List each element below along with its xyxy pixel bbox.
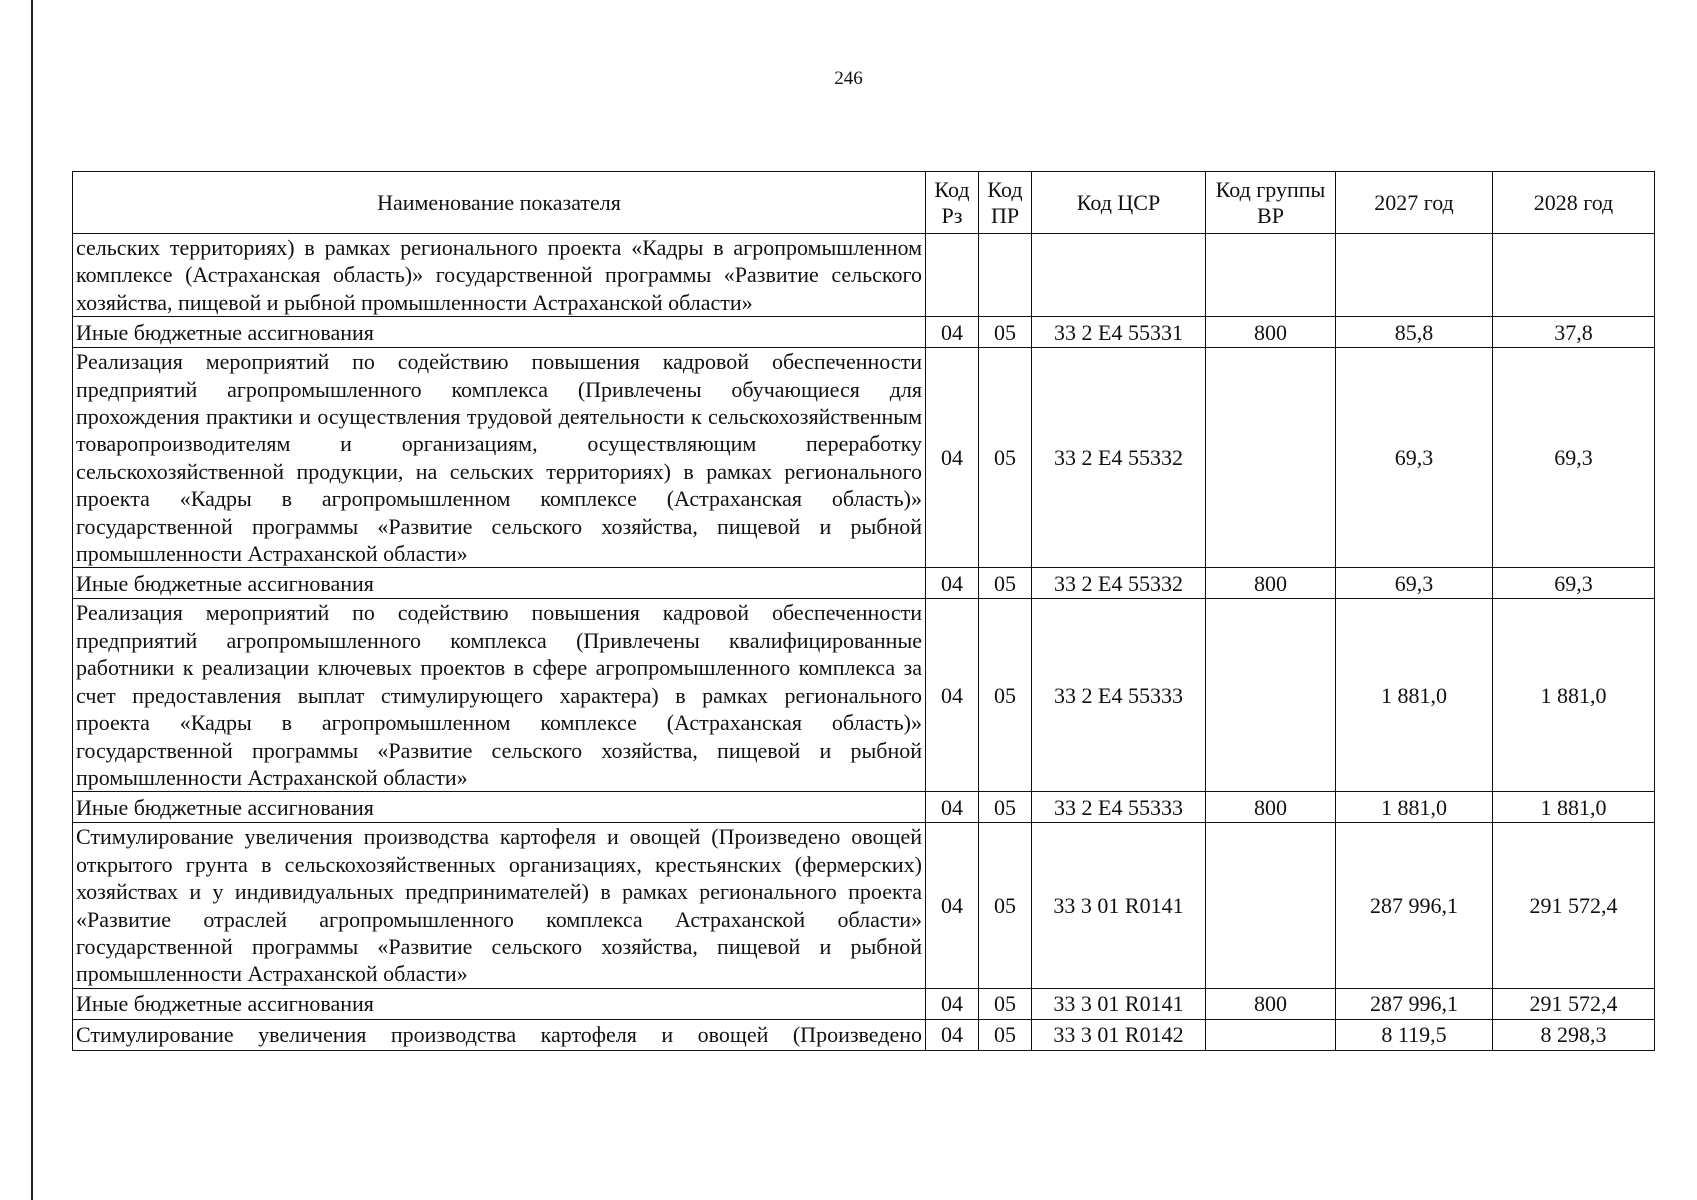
row-2027: 85,8 xyxy=(1336,317,1493,348)
row-2027: 287 996,1 xyxy=(1336,823,1493,988)
row-vr xyxy=(1206,599,1336,792)
table-row xyxy=(73,1019,1655,1050)
row-2027: 8 119,5 xyxy=(1336,1019,1493,1050)
row-csr: 33 2 Е4 55333 xyxy=(1032,792,1206,823)
row-name: Стимулирование увеличения производства картофеля и овощей (Произведено xyxy=(73,1019,926,1050)
header-vr: Код группы ВР xyxy=(1206,172,1336,234)
row-2028: 69,3 xyxy=(1493,568,1655,599)
header-2028: 2028 год xyxy=(1493,172,1655,234)
row-name: Реализация мероприятий по содействию повышения кадровой обеспеченности предприятий агропромышленного комплекса (Привлечены квалифицированные работники к реализации ключевых проектов в сфере агропромышленного комплекса за счет предоставления выплат стимулирующего характера) в рамках регионального проекта «Кадры в агропромышленном комплексе (Астраханская область)» государственной программы «Развитие сельского хозяйства, пищевой и рыбной промышленности Астраханской области» xyxy=(73,599,926,792)
row-2027: 1 881,0 xyxy=(1336,599,1493,792)
row-2028 xyxy=(1493,234,1655,317)
row-name: Иные бюджетные ассигнования xyxy=(73,988,926,1019)
header-2027: 2027 год xyxy=(1336,172,1493,234)
row-vr: 800 xyxy=(1206,792,1336,823)
row-vr xyxy=(1206,1019,1336,1050)
row-vr: 800 xyxy=(1206,317,1336,348)
row-pr: 05 xyxy=(979,792,1032,823)
table-row xyxy=(73,317,1655,348)
table-row xyxy=(73,823,1655,988)
row-2027: 69,3 xyxy=(1336,348,1493,568)
row-2028: 8 298,3 xyxy=(1493,1019,1655,1050)
row-vr xyxy=(1206,234,1336,317)
budget-table xyxy=(72,171,1655,1051)
row-vr: 800 xyxy=(1206,568,1336,599)
row-rz: 04 xyxy=(926,568,979,599)
table-row xyxy=(73,599,1655,792)
table-row xyxy=(73,348,1655,568)
row-name: Стимулирование увеличения производства картофеля и овощей (Произведено овощей открытого грунта в сельскохозяйственных организациях, крестьянских (фермерских) хозяйствах и у индивидуальных предпринимателей) в рамках регионального проекта «Развитие отраслей агропромышленного комплекса Астраханской области» государственной программы «Развитие сельского хозяйства, пищевой и рыбной промышленности Астраханской области» xyxy=(73,823,926,988)
row-2028: 291 572,4 xyxy=(1493,988,1655,1019)
row-rz: 04 xyxy=(926,317,979,348)
row-name: Иные бюджетные ассигнования xyxy=(73,317,926,348)
row-rz: 04 xyxy=(926,348,979,568)
row-pr: 05 xyxy=(979,823,1032,988)
row-rz: 04 xyxy=(926,1019,979,1050)
header-name: Наименование показателя xyxy=(73,172,926,234)
row-rz xyxy=(926,234,979,317)
row-2028: 1 881,0 xyxy=(1493,792,1655,823)
row-2027 xyxy=(1336,234,1493,317)
header-row xyxy=(73,172,1655,234)
row-csr: 33 2 Е4 55331 xyxy=(1032,317,1206,348)
row-name: Иные бюджетные ассигнования xyxy=(73,568,926,599)
row-2028: 37,8 xyxy=(1493,317,1655,348)
row-2028: 291 572,4 xyxy=(1493,823,1655,988)
row-2027: 287 996,1 xyxy=(1336,988,1493,1019)
table-row xyxy=(73,568,1655,599)
row-csr: 33 2 Е4 55332 xyxy=(1032,348,1206,568)
row-pr: 05 xyxy=(979,599,1032,792)
row-name: Реализация мероприятий по содействию повышения кадровой обеспеченности предприятий агропромышленного комплекса (Привлечены обучающиеся для прохождения практики и осуществления трудовой деятельности к сельскохозяйственным товаропроизводителям и организациям, осуществляющим переработку сельскохозяйственной продукции, на сельских территориях) в рамках регионального проекта «Кадры в агропромышленном комплексе (Астраханская область)» государственной программы «Развитие сельского хозяйства, пищевой и рыбной промышленности Астраханской области» xyxy=(73,348,926,568)
row-2027: 69,3 xyxy=(1336,568,1493,599)
row-pr: 05 xyxy=(979,348,1032,568)
row-pr: 05 xyxy=(979,317,1032,348)
table-row xyxy=(73,792,1655,823)
row-pr: 05 xyxy=(979,1019,1032,1050)
row-name: сельских территориях) в рамках регионального проекта «Кадры в агропромышленном комплексе (Астраханская область)» государственной программы «Развитие сельского хозяйства, пищевой и рыбной промышленности Астраханской области» xyxy=(73,234,926,317)
page-margin-line xyxy=(31,0,33,1200)
row-csr: 33 2 Е4 55333 xyxy=(1032,599,1206,792)
row-2028: 69,3 xyxy=(1493,348,1655,568)
header-csr: Код ЦСР xyxy=(1032,172,1206,234)
header-pr: Код ПР xyxy=(979,172,1032,234)
page-number: 246 xyxy=(834,68,863,89)
row-pr xyxy=(979,234,1032,317)
table-row xyxy=(73,234,1655,317)
row-vr: 800 xyxy=(1206,988,1336,1019)
table-row xyxy=(73,988,1655,1019)
row-pr: 05 xyxy=(979,988,1032,1019)
row-name: Иные бюджетные ассигнования xyxy=(73,792,926,823)
row-csr: 33 3 01 R0141 xyxy=(1032,823,1206,988)
row-rz: 04 xyxy=(926,599,979,792)
header-rz: Код Рз xyxy=(926,172,979,234)
row-pr: 05 xyxy=(979,568,1032,599)
row-2027: 1 881,0 xyxy=(1336,792,1493,823)
row-vr xyxy=(1206,823,1336,988)
table-header xyxy=(73,172,1655,234)
row-2028: 1 881,0 xyxy=(1493,599,1655,792)
row-rz: 04 xyxy=(926,823,979,988)
row-csr: 33 3 01 R0142 xyxy=(1032,1019,1206,1050)
table-body xyxy=(73,234,1655,1051)
row-rz: 04 xyxy=(926,792,979,823)
row-vr xyxy=(1206,348,1336,568)
row-csr xyxy=(1032,234,1206,317)
row-csr: 33 2 Е4 55332 xyxy=(1032,568,1206,599)
row-rz: 04 xyxy=(926,988,979,1019)
row-csr: 33 3 01 R0141 xyxy=(1032,988,1206,1019)
